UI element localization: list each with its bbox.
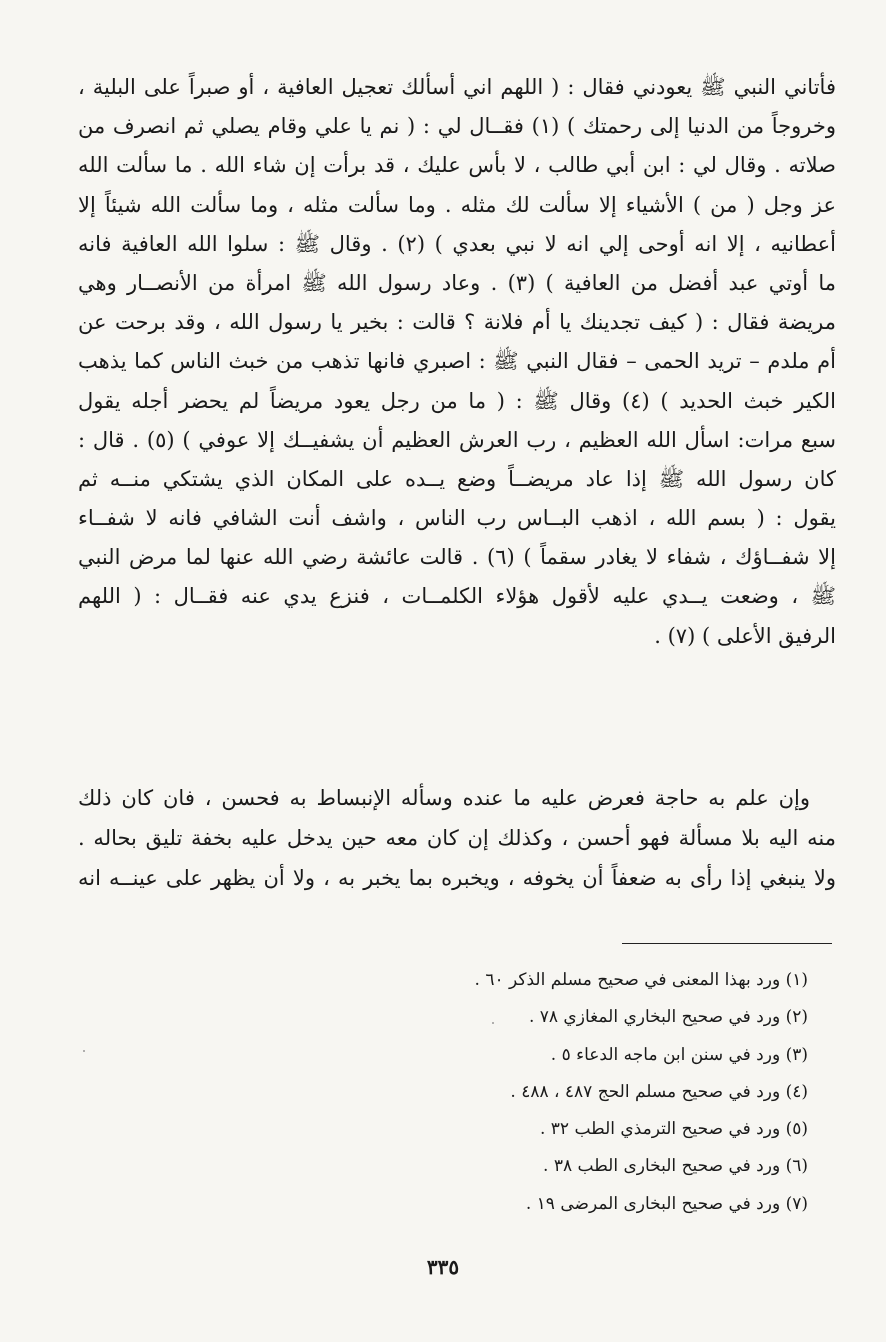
- text-line: الكير خبث الحديد ) (٤) وقال ﷺ : ( ما من رجل يعود مريضاً لم يحضر أجله يقول: [78, 388, 836, 413]
- text-line: إلا شفــاؤك ، شفاء لا يغادر سقماً ) (٦) . قالت عائشة رضي الله عنها لما مرض النبي: [78, 545, 836, 570]
- footnotes: [388, 962, 808, 1223]
- scan-speck: [83, 1050, 85, 1052]
- second-paragraph: [78, 778, 836, 898]
- text-line: ما أوتي عبد أفضل من العافية ) (٣) . وعاد رسول الله ﷺ امرأة من الأنصــار وهي: [78, 270, 836, 295]
- text-line: منه اليه بلا مسألة فهو أحسن ، وكذلك إن كان معه حين يدخل عليه بخفة تليق بحاله .: [78, 826, 836, 850]
- footnote: (٢) ورد في صحيح البخاري المغازي ٧٨ .: [528, 1007, 808, 1028]
- footnote: (١) ورد بهذا المعنى في صحيح مسلم الذكر ٦٠ .: [474, 970, 808, 990]
- text-line: عز وجل ( من ) الأشياء إلا سألت لك مثله . وما سألت مثله ، وما سألت الله شيئاً إلا: [78, 192, 836, 217]
- footnote: (٧) ورد في صحيح البخارى المرضى ١٩ .: [525, 1193, 808, 1214]
- text-line: مريضة فقال : ( كيف تجدينك يا أم فلانة ؟ قالت : بخير يا رسول الله ، وقد برحت عن: [78, 310, 836, 335]
- text-line-last: الرفيق الأعلى ) (٧) .: [654, 623, 836, 648]
- text-line: سبع مرات: اسأل الله العظيم ، رب العرش العظيم أن يشفيــك إلا عوفي ) (٥) . قال :: [78, 427, 836, 452]
- text-line: ولا ينبغي إذا رأى به ضعفاً أن يخوفه ، ويخبره بما يخبر به ، ولا أن يظهر على عينــه انه: [78, 866, 836, 890]
- footnote: (٤) ورد في صحيح مسلم الحج ٤٨٧ ، ٤٨٨ .: [510, 1081, 808, 1102]
- footnote-separator: [622, 943, 832, 944]
- text-line: يقول : ( بسم الله ، اذهب البــاس رب الناس ، واشف أنت الشافي فانه لا شفــاء: [78, 506, 836, 531]
- footnote: (٣) ورد في سنن ابن ماجه الدعاء ٥ .: [550, 1044, 808, 1065]
- text-line: أم ملدم – تريد الحمى – فقال النبي ﷺ : اصبري فانها تذهب من خبث الناس كما يذهب: [78, 349, 836, 374]
- page-number: ٣٣٥: [426, 1255, 460, 1279]
- text-line: ﷺ ، وضعت يــدي عليه لأقول هؤلاء الكلمــات ، فنزع يدي عنه فقــال : ( اللهم: [78, 584, 836, 609]
- text-line: أعطانيه ، إلا انه أوحى إلي انه لا نبي بعدي ) (٢) . وقال ﷺ : سلوا الله العافية فانه: [78, 231, 836, 256]
- main-paragraph: [78, 68, 836, 656]
- footnote: (٥) ورد في صحيح الترمذي الطب ٣٢ .: [539, 1119, 808, 1140]
- text-line: وخروجاً من الدنيا إلى رحمتك ) (١) فقــال لي : ( نم يا علي وقام يصلي ثم انصرف من: [78, 114, 836, 139]
- text-line: صلاته . وقال لي : ابن أبي طالب ، لا بأس عليك ، قد برأت إن شاء الله . ما سألت الله: [78, 153, 836, 178]
- scan-speck: [492, 1022, 494, 1024]
- footnote: (٦) ورد في صحيح البخارى الطب ٣٨ .: [543, 1156, 808, 1177]
- text-line: وإن علم به حاجة فعرض عليه ما عنده وسأله الإنبساط به فحسن ، فان كان ذلك: [78, 786, 810, 810]
- text-line: فأتاني النبي ﷺ يعودني فقال : ( اللهم اني أسألك تعجيل العافية ، أو صبراً على البلية ،: [78, 75, 836, 99]
- text-line: كان رسول الله ﷺ إذا عاد مريضــاً وضع يــده على المكان الذي يشتكي منــه ثم: [78, 466, 836, 491]
